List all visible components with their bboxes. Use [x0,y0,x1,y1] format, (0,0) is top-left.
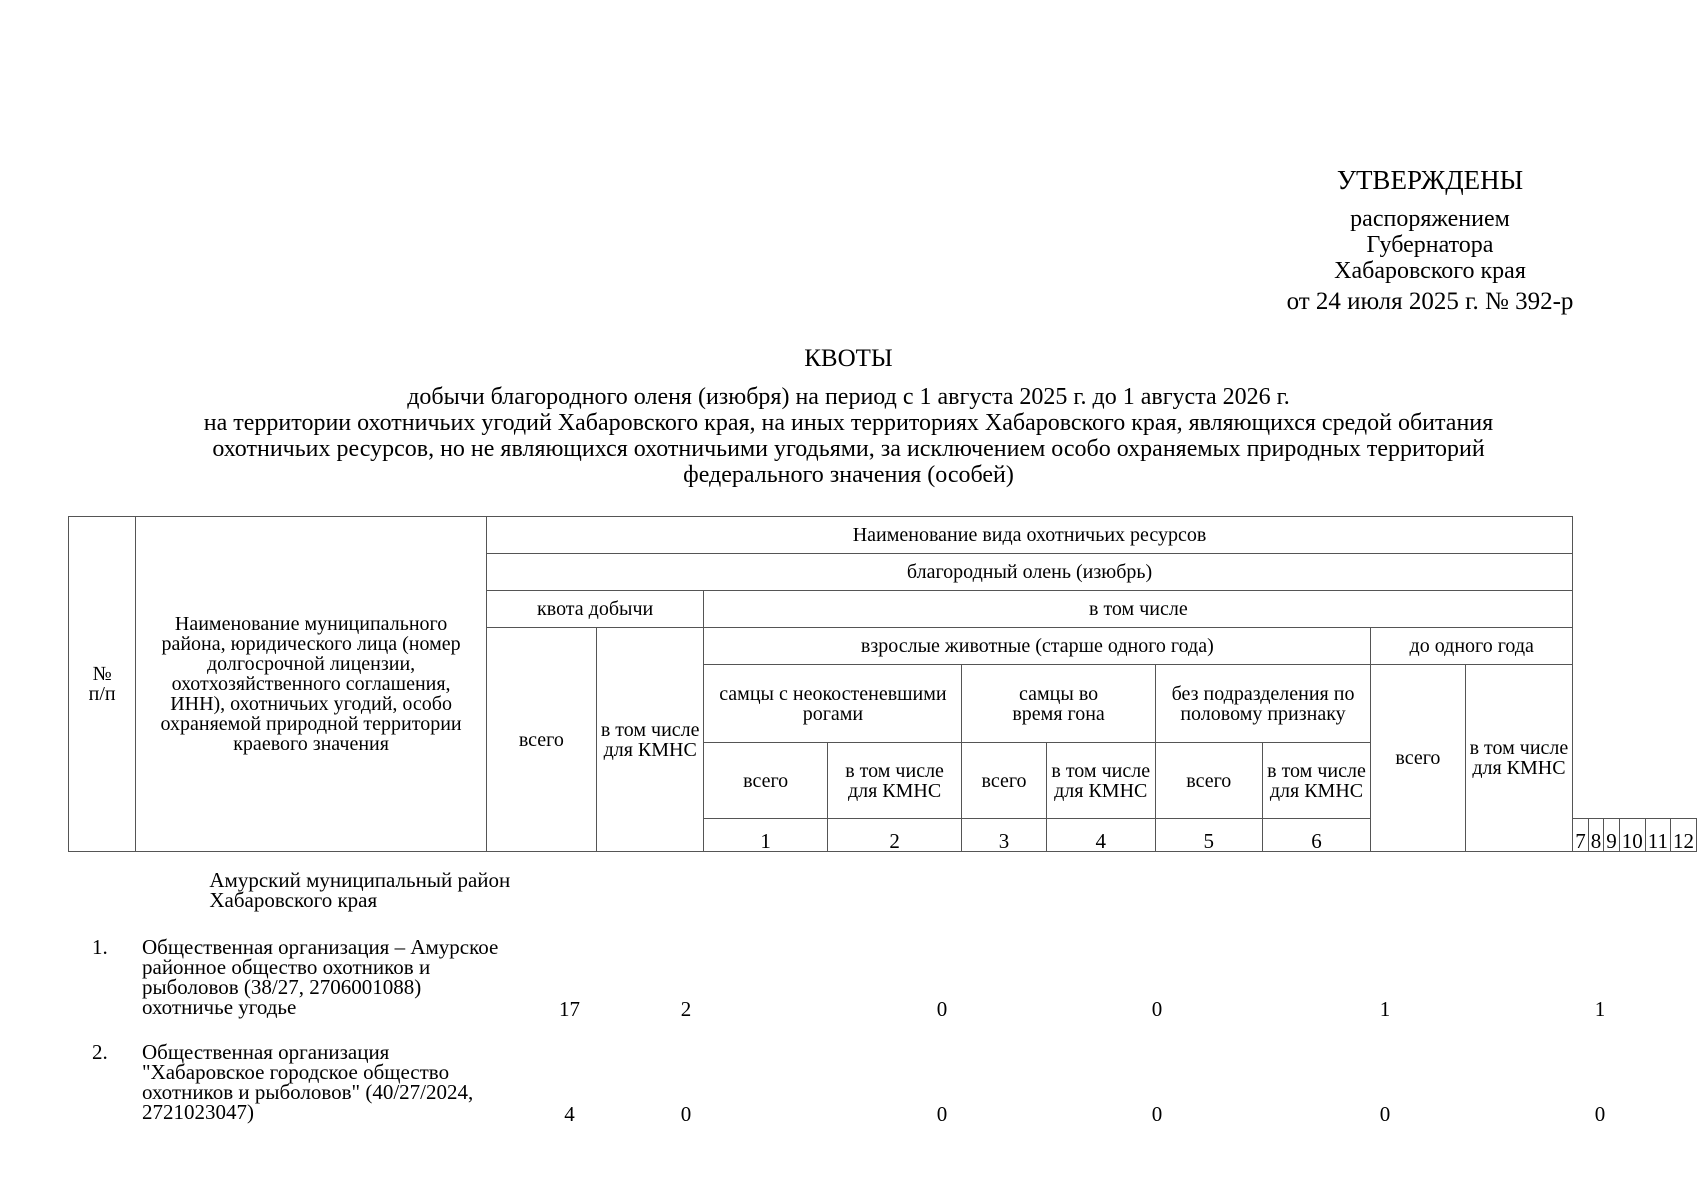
col-number-10: 10 [1619,819,1645,852]
header-rut-total: всего [962,743,1046,819]
header-quota: квота добычи [486,591,704,628]
header-young-kmns: в том числе для КМНС [1465,665,1573,852]
district-row [68,870,1697,922]
row-2-name: Общественная организация "Хабаровское городское общество охотников и рыболовов" (40/27/2024, 2721023047) [142,1040,474,1124]
header-horns-kmns: в том числе для КМНС [827,743,962,819]
row-2-col12: 0 [1594,1102,1606,1126]
approval-title: УТВЕРЖДЕНЫ [1336,165,1524,195]
row-1-col12: 1 [1594,997,1606,1021]
col-number-2: 2 [827,819,962,852]
header-nosex-kmns: в том числе для КМНС [1262,743,1370,819]
row-1-name: Общественная организация – Амурское районное общество охотников и рыболовов (38/27, 2706001088) охотничье угодье [142,935,499,1019]
row-1-col4: 2 [680,997,692,1021]
row-2-col10: 0 [1379,1102,1391,1126]
header-nosex-total: всего [1155,743,1262,819]
col-number-11: 11 [1645,819,1670,852]
header-number: № п/п [69,517,136,852]
row-1-number: 1. [92,935,108,959]
document-title: КВОТЫ [804,345,893,372]
row-1-col10: 1 [1379,997,1391,1021]
col-number-3: 3 [962,819,1046,852]
header-males-horns: самцы с неокостеневшими рогами [704,665,962,743]
header-horns-total: всего [704,743,827,819]
row-1-col8: 0 [1151,997,1163,1021]
header-resource: Наименование вида охотничьих ресурсов [486,517,1572,554]
col-number-9: 9 [1604,819,1620,852]
col-number-12: 12 [1671,819,1697,852]
approval-block [1240,206,1620,284]
row-1-col6: 0 [936,997,948,1021]
row-2-number: 2. [92,1040,108,1064]
row-1-col3: 17 [559,997,580,1021]
approval-line-3: Хабаровского края [1334,258,1526,284]
subtitle-line-1: добычи благородного оленя (изюбря) на период с 1 августа 2025 г. до 1 августа 2026 г. [407,384,1290,410]
subtitle-line-3: охотничьих ресурсов, но не являющихся охотничьими угодьями, за исключением особо охраняемых природных территорий [212,436,1485,462]
col-number-5: 5 [1155,819,1262,852]
approval-line-1: распоряжением [1350,206,1510,232]
row-2-col4: 0 [680,1102,692,1126]
district-name [135,870,1697,922]
quota-table-body [68,870,1697,922]
row-2-col8: 0 [1151,1102,1163,1126]
header-quota-total: всего [486,628,596,852]
row-2-col6: 0 [936,1102,948,1126]
header-young-total: всего [1371,665,1465,852]
subtitle-line-2: на территории охотничьих угодий Хабаровского края, на иных территориях Хабаровского края, являющихся средой обитания [203,410,1494,436]
header-quota-kmns: в том числе для КМНС [596,628,704,852]
col-number-4: 4 [1046,819,1155,852]
header-species: благородный олень (изюбрь) [486,554,1572,591]
district-name-text: Амурский муниципальный район Хабаровского края [209,868,511,912]
table-row-2 [68,1042,1661,1132]
approval-date: от 24 июля 2025 г. № 392-р [1286,288,1574,315]
quota-table-header [68,516,1697,852]
col-number-6: 6 [1262,819,1370,852]
header-males-rut: самцы во время гона [962,665,1155,743]
table-row-1 [68,937,1661,1027]
row-2-col3: 4 [564,1102,575,1126]
approval-line-2: Губернатора [1366,232,1494,258]
header-no-sex: без подразделения по половому признаку [1155,665,1370,743]
subtitle-line-4: федерального значения (особей) [683,462,1014,488]
header-rut-kmns: в том числе для КМНС [1046,743,1155,819]
header-adult: взрослые животные (старше одного года) [704,628,1371,665]
header-including: в том числе [704,591,1573,628]
col-number-7: 7 [1573,819,1589,852]
document-subtitle [60,384,1637,488]
col-number-8: 8 [1588,819,1604,852]
header-young: до одного года [1371,628,1573,665]
col-number-1: 1 [704,819,827,852]
header-name: Наименование муниципального района, юридического лица (номер долгосрочной лицензии, охотхозяйственного соглашения, ИНН), охотничьих угодий, особо охраняемой природной территории краевого значения [136,517,486,852]
